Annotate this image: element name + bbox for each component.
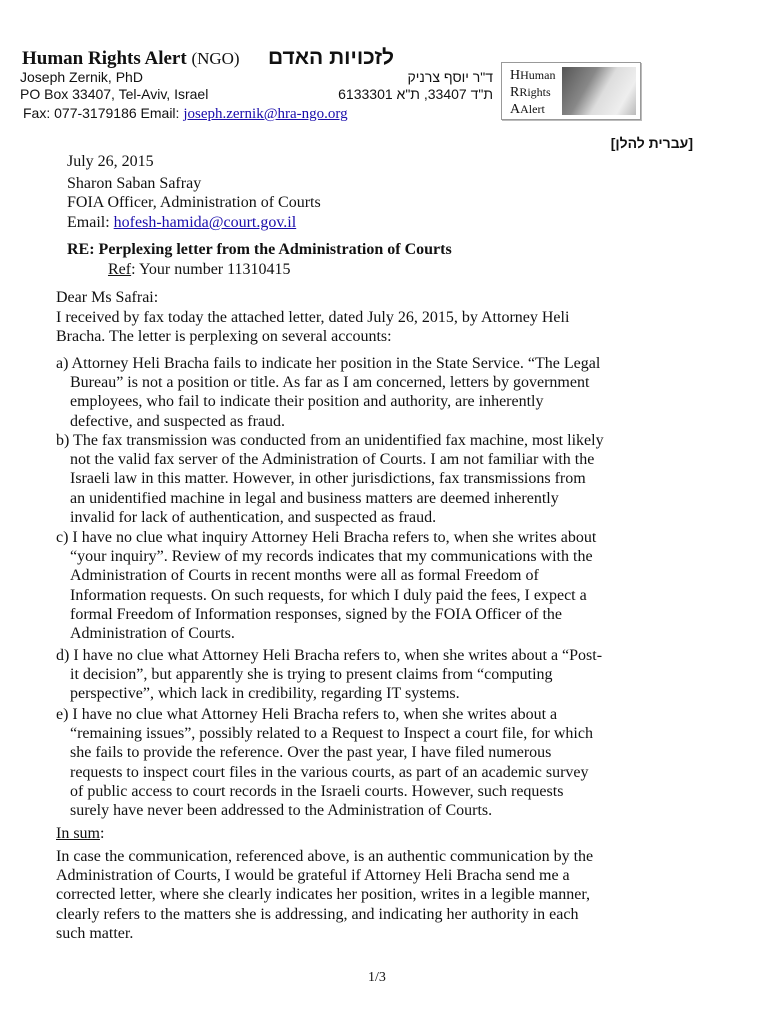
text-line: Bureau” is not a position or title. As far as I am concerned, letters by government bbox=[70, 374, 590, 392]
text-line: defective, and suspected as fraud. bbox=[70, 412, 286, 430]
text-line: it decision”, but apparently she is trying to present claims from “computing bbox=[70, 666, 553, 684]
closing-paragraph bbox=[56, 847, 593, 943]
text-line: requests to inspect court files in the various courts, as part of an academic survey bbox=[70, 763, 589, 781]
text-line: such matter. bbox=[56, 924, 134, 942]
salutation: Dear Ms Safrai: bbox=[56, 289, 159, 306]
text-line: clearly refers to the matters she is addressing, and indicating her authority in each bbox=[56, 905, 579, 923]
text-line: In case the communication, referenced above, is an authentic communication by the bbox=[56, 848, 594, 865]
text-line: Administration of Courts. bbox=[70, 625, 235, 643]
logo-word: AAlert bbox=[510, 102, 545, 117]
text-line: d) I have no clue what Attorney Heli Bracha refers to, when she writes about a “Post- bbox=[56, 647, 603, 664]
logo-word: HHuman bbox=[510, 68, 556, 83]
recipient-block bbox=[67, 152, 321, 232]
sender-address: PO Box 33407, Tel-Aviv, Israel bbox=[20, 86, 209, 102]
page-number: 1/3 bbox=[368, 970, 386, 985]
list-item-b bbox=[56, 431, 604, 527]
text-line: corrected letter, where she clearly indicates her position, writes in a legible manner, bbox=[56, 886, 591, 904]
text-line: employees, who fail to indicate their position and authority, are inherently bbox=[70, 393, 544, 411]
text-line: invalid for lack of authentication, and suspected as fraud. bbox=[70, 508, 437, 526]
text-line: perspective”, which lack in credibility, regarding IT systems. bbox=[70, 685, 460, 703]
sender-name-hebrew: ד"ר יוסף צרניק bbox=[407, 69, 493, 85]
recipient-name: Sharon Saban Safray bbox=[67, 175, 202, 193]
sender-name: Joseph Zernik, PhD bbox=[20, 69, 143, 85]
text-line: of public access to court records in the Israeli courts. However, such requests bbox=[70, 782, 564, 800]
text-line: a) Attorney Heli Bracha fails to indicate her position in the State Service. “The Legal bbox=[56, 355, 601, 372]
reference-line: Ref: Your number 11310415 bbox=[108, 261, 291, 278]
logo-word: RRights bbox=[510, 85, 551, 100]
text-line: not the valid fax server of the Administration of Courts. I am not familiar with the bbox=[70, 451, 595, 469]
recipient-email-link[interactable]: hofesh-hamida@court.gov.il bbox=[113, 213, 297, 231]
text-line: an unidentified machine in legal and business matters are deemed inherently bbox=[70, 489, 559, 507]
text-line: Israeli law in this matter. However, in other jurisdictions, fax transmissions from bbox=[70, 470, 586, 488]
text-line: Administration of Courts, I would be grateful if Attorney Heli Bracha send me a bbox=[56, 867, 570, 885]
intro-paragraph bbox=[56, 308, 569, 346]
text-line: “your inquiry”. Review of my records indicates that my communications with the bbox=[70, 548, 593, 566]
sender-address-hebrew: ת"ד 33407, ת"א 6133301 bbox=[338, 86, 493, 102]
list-item-a bbox=[56, 354, 600, 431]
list-item-c bbox=[56, 528, 596, 643]
list-item-d bbox=[56, 646, 602, 704]
text-line: c) I have no clue what inquiry Attorney Heli Bracha refers to, when she writes about bbox=[56, 529, 597, 546]
list-item-e bbox=[56, 705, 593, 820]
text-line: Administration of Courts in recent months were all as formal Freedom of bbox=[70, 567, 539, 585]
hra-logo bbox=[501, 62, 641, 120]
org-name-hebrew: לזכויות האדם bbox=[268, 46, 395, 69]
sender-email-link[interactable]: joseph.zernik@hra-ngo.org bbox=[183, 106, 348, 122]
text-line: Bracha. The letter is perplexing on several accounts: bbox=[56, 328, 392, 346]
recipient-email-line: Email: hofesh-hamida@court.gov.il bbox=[67, 213, 297, 231]
hebrew-below-note: [עברית להלן] bbox=[610, 135, 693, 151]
in-sum-heading: In sum: bbox=[56, 825, 105, 842]
text-line: formal Freedom of Information responses, signed by the FOIA Officer of the bbox=[70, 605, 563, 623]
text-line: e) I have no clue what Attorney Heli Bracha refers to, when she writes about a bbox=[56, 706, 558, 723]
text-line: b) The fax transmission was conducted from an unidentified fax machine, most likely bbox=[56, 432, 604, 449]
text-line: “remaining issues”, possibly related to a Request to Inspect a court file, for which bbox=[70, 725, 593, 743]
logo-photo bbox=[562, 67, 636, 115]
text-line: Information requests. On such requests, for which I duly paid the fees, I expect a bbox=[70, 586, 587, 604]
sender-contact: Fax: 077-3179186 Email: joseph.zernik@hra-ngo.org bbox=[23, 105, 348, 122]
recipient-title: FOIA Officer, Administration of Courts bbox=[67, 194, 321, 212]
text-line: surely have never been addressed to the Administration of Courts. bbox=[70, 802, 493, 820]
text-line: I received by fax today the attached letter, dated July 26, 2015, by Attorney Heli bbox=[56, 309, 570, 326]
letter-date: July 26, 2015 bbox=[67, 153, 154, 170]
org-name: Human Rights Alert (NGO) bbox=[22, 48, 240, 69]
subject-line: RE: Perplexing letter from the Administration of Courts bbox=[67, 241, 452, 258]
text-line: she fails to provide the reference. Over the past year, I have filed numerous bbox=[70, 744, 552, 762]
